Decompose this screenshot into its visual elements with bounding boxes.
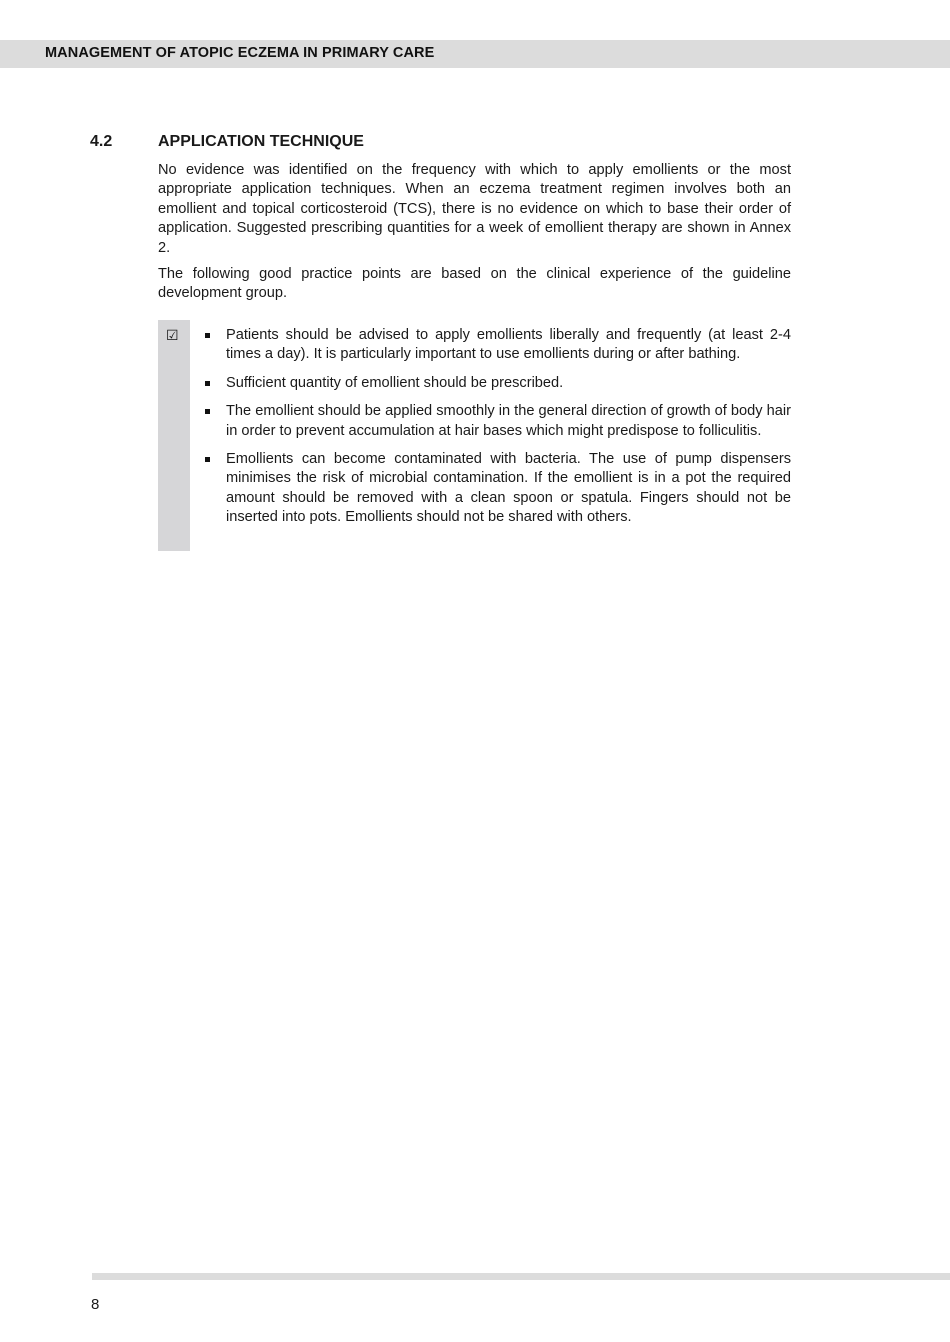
bullet-icon [205, 381, 210, 386]
checkbox-tick-icon: ☑ [166, 327, 179, 343]
section-title: APPLICATION TECHNIQUE [158, 133, 364, 150]
paragraph-good-practice-intro: The following good practice points are based on the clinical experience of the guideline development group. [158, 266, 791, 302]
bullet-icon [205, 409, 210, 414]
list-item-text: Patients should be advised to apply emollients liberally and frequently (at least 2-4 times a day). It is particularly important to use emollients during or after bathing. [226, 327, 791, 363]
list-item [205, 450, 791, 528]
paragraph-evidence: No evidence was identified on the frequency with which to apply emollients or the most appropriate application techniques. When an eczema treatment regimen involves both an emollient and topical corticosteroid (TCS), there is no evidence on which to base their order of application. Suggested prescribing quantities for a week of emollient therapy are shown in Annex 2. [158, 162, 791, 256]
list-item [205, 374, 791, 393]
list-item-text: Emollients can become contaminated with bacteria. The use of pump dispensers minimises the risk of microbial contamination. If the emollient is in a pot the required amount should be removed with a clean spoon or spatula. Fingers should not be inserted into pots. Emollients should not be shared with others. [226, 451, 791, 526]
running-header [0, 40, 950, 68]
document-title: MANAGEMENT OF ATOPIC ECZEMA IN PRIMARY CARE [45, 45, 435, 61]
good-practice-marker-bar [158, 320, 190, 551]
good-practice-list [205, 326, 791, 537]
section-number: 4.2 [90, 133, 113, 150]
page-number: 8 [91, 1296, 100, 1313]
bullet-icon [205, 333, 210, 338]
list-item-text: Sufficient quantity of emollient should be prescribed. [226, 374, 564, 391]
bullet-icon [205, 457, 210, 462]
footer-rule [92, 1273, 950, 1280]
list-item-text: The emollient should be applied smoothly in the general direction of growth of body hair in order to prevent accumulation at hair bases which might predispose to folliculitis. [226, 403, 791, 439]
list-item [205, 326, 791, 365]
list-item [205, 402, 791, 441]
